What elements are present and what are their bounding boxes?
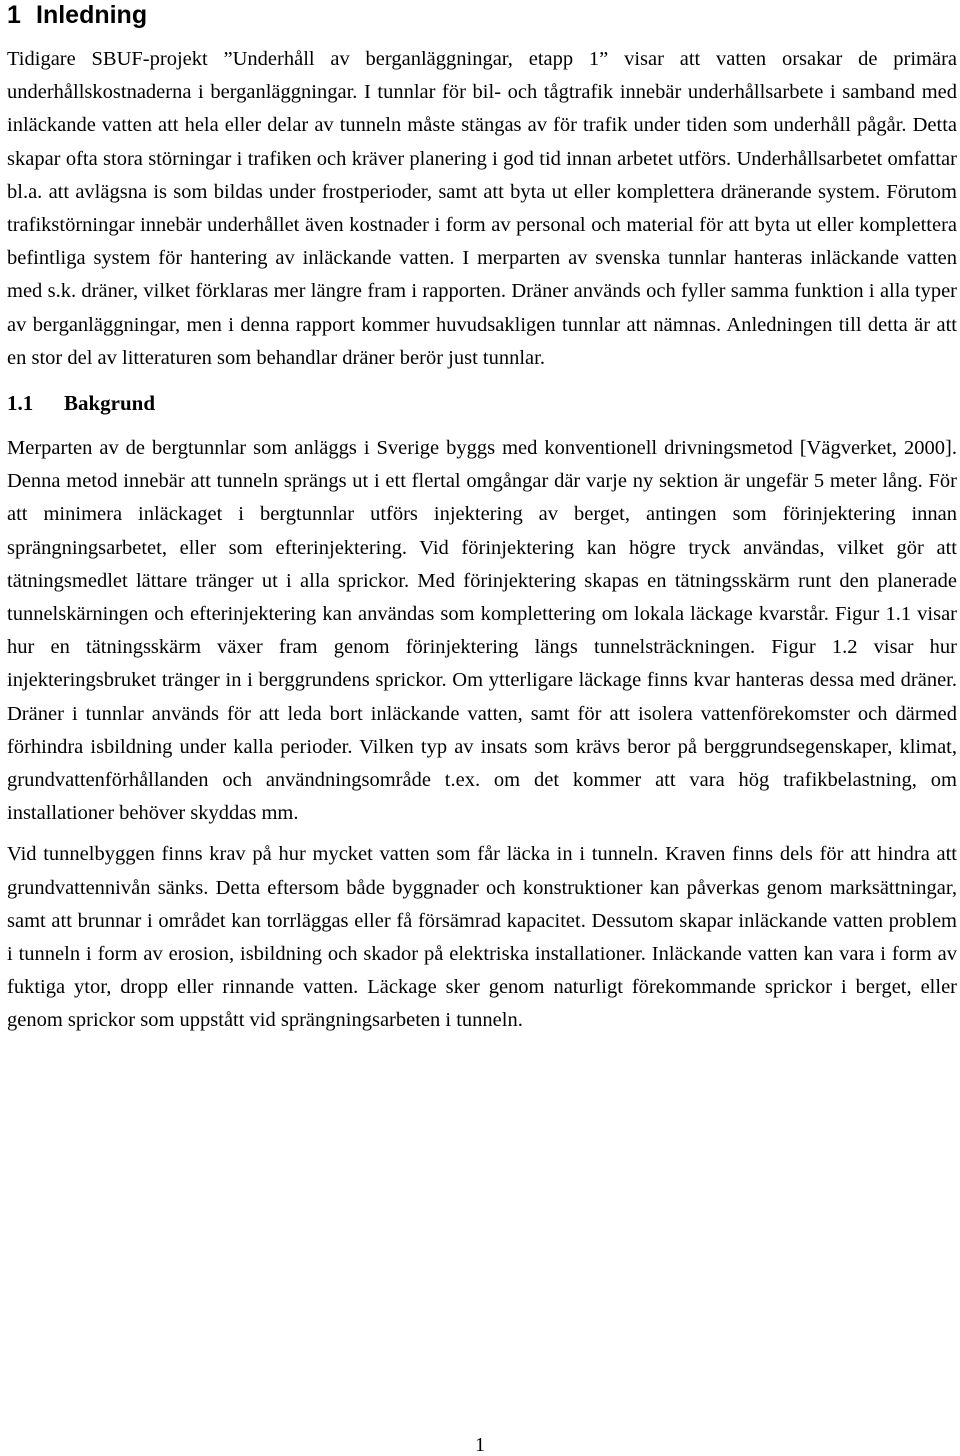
chapter-number: 1 xyxy=(7,1,21,29)
requirements-paragraph: Vid tunnelbyggen finns krav på hur mycket vatten som får läcka in i tunneln. Kraven finns dels för att hindra att grundvattennivån sänks. Detta eftersom både byggnader och konstruktioner kan påverkas genom marksättningar, samt att brunnar i området kan torrläggas eller få försämrad kapacitet. Dessutom skapar inläckande vatten problem i tunneln i form av erosion, isbildning och skador på elektriska installationer. Inläckande vatten kan vara i form av fuktiga ytor, dropp eller rinnande vatten. Läckage sker genom naturligt förekommande sprickor i berget, eller genom sprickor som uppstått vid sprängningsarbeten i tunneln. xyxy=(7,843,957,1032)
page-number: 1 xyxy=(475,1434,485,1456)
background-paragraph: Merparten av de bergtunnlar som anläggs i Sverige byggs med konventionell drivningsmetod [Vägverket, 2000]. Denna metod innebär att tunneln sprängs ut i ett flertal omgångar där varje ny sektion är ungefär 5 meter lång. För att minimera inläckaget i bergtunnlar utförs injektering av berget, antingen som förinjektering innan sprängningsarbetet, eller som efterinjektering. Vid förinjektering kan högre tryck användas, vilket gör att tätningsmedlet lättare tränger ut i alla sprickor. Med förinjektering skapas en tätningsskärm runt den planerade tunnelskärningen och efterinjektering kan användas som komplettering om lokala läckage kvarstår. Figur 1.1 visar hur en tätningsskärm växer fram genom förinjektering längs tunnelsträckningen. Figur 1.2 visar hur injekteringsbruket tränger in i berggrundens sprickor. Om ytterligare läckage finns kvar hanteras dessa med dräner. Dräner i tunnlar används för att leda bort inläckande vatten, samt för att isolera vattenförekomster och därmed förhindra isbildning under kalla perioder. Vilken typ av insats som krävs beror på berggrundsegenskaper, klimat, grundvattenförhållanden och användningsområde t.ex. om det kommer att vara hög trafikbelastning, om installationer behöver skyddas mm. xyxy=(7,437,957,825)
chapter-title: Inledning xyxy=(36,1,148,29)
chapter-heading xyxy=(7,0,957,30)
section-number: 1.1 xyxy=(7,391,34,416)
section-title: Bakgrund xyxy=(64,391,156,416)
section-heading xyxy=(7,388,957,418)
document-page xyxy=(7,0,957,1038)
intro-paragraph: Tidigare SBUF-projekt ”Underhåll av berganläggningar, etapp 1” visar att vatten orsakar de primära underhållskostnaderna i berganläggningar. I tunnlar för bil- och tågtrafik innebär underhållsarbete i samband med inläckande vatten att hela eller delar av tunneln måste stängas av för trafik under tiden som underhåll pågår. Detta skapar ofta stora störningar i trafiken och kräver planering i god tid innan arbetet utförs. Underhållsarbetet omfattar bl.a. att avlägsna is som bildas under frostperioder, samt att byta ut eller komplettera dränerande system. Förutom trafikstörningar innebär underhållet även kostnader i form av personal och material för att byta ut eller komplettera befintliga system för hantering av inläckande vatten. I merparten av svenska tunnlar hanteras inläckande vatten med s.k. dräner, vilket förklaras mer längre fram i rapporten. Dräner används och fyller samma funktion i alla typer av berganläggningar, men i denna rapport kommer huvudsakligen tunnlar att nämnas. Anledningen till detta är att en stor del av litteraturen som behandlar dräner berör just tunnlar. xyxy=(7,48,957,369)
